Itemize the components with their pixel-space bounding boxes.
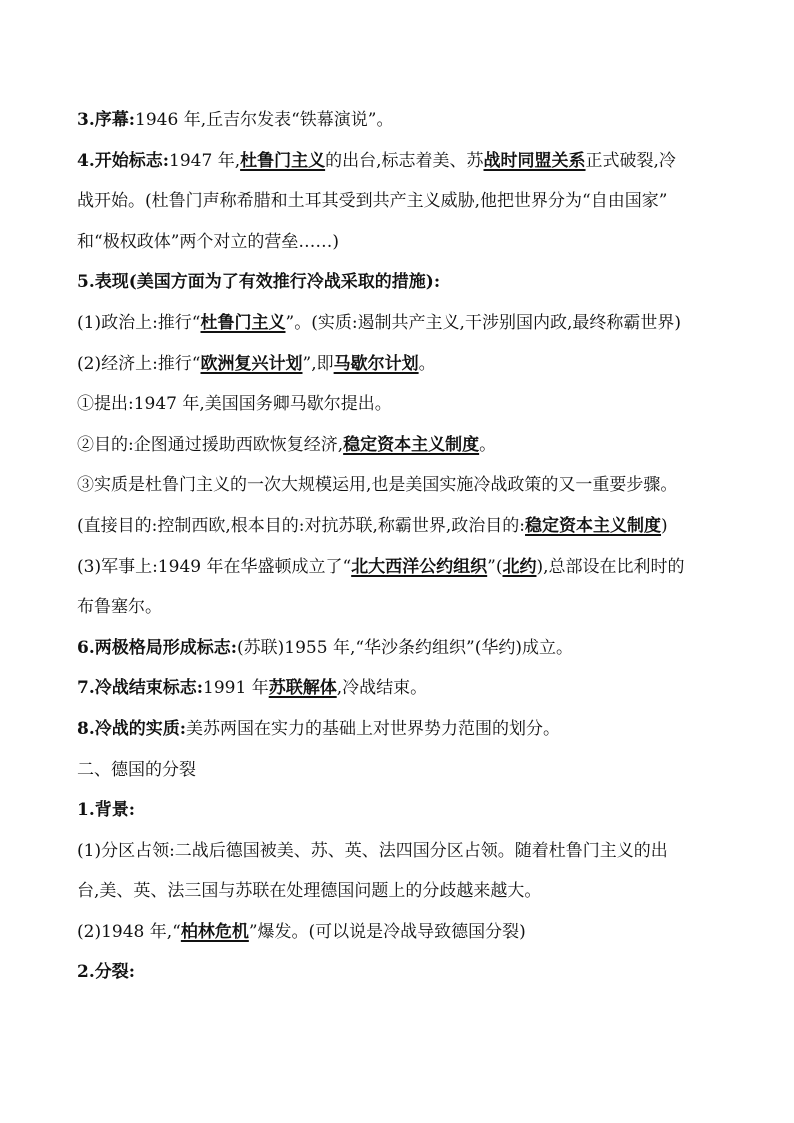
line-5-manifestation: 5.表现(美国方面为了有效推行冷战采取的措施): bbox=[77, 272, 441, 293]
paragraph-line: 台,美、英、法三国与苏联在处理德国问题上的分歧越来越大。 bbox=[77, 881, 542, 902]
line-aims: (直接目的:控制西欧,根本目的:对抗苏联,称霸世界,政治目的:稳定资本主义制度) bbox=[77, 515, 668, 536]
paragraph-line: 战开始。(杜鲁门声称希腊和土耳其受到共产主义威胁,他把世界分为“自由国家” bbox=[77, 191, 668, 212]
line-proposal: ①提出:1947 年,美国国务卿马歇尔提出。 bbox=[77, 394, 392, 415]
line-3-prelude: 3.序幕:1946 年,丘吉尔发表“铁幕演说”。 bbox=[77, 110, 394, 130]
paragraph-line: 和“极权政体”两个对立的营垒……) bbox=[77, 231, 340, 252]
line-7-cold-war-end: 7.冷战结束标志:1991 年苏联解体,冷战结束。 bbox=[77, 678, 428, 699]
subheading-background: 1.背景: bbox=[77, 800, 136, 821]
line-economy: (2)经济上:推行“欧洲复兴计划”,即马歇尔计划。 bbox=[77, 353, 436, 374]
line-politics: (1)政治上:推行“杜鲁门主义”。(实质:遏制共产主义,干涉别国内政,最终称霸世界) bbox=[77, 312, 681, 333]
line-military: (3)军事上:1949 年在华盛顿成立了“北大西洋公约组织”(北约),总部设在比利时的 bbox=[77, 556, 685, 577]
paragraph-line: 布鲁塞尔。 bbox=[77, 597, 162, 618]
line-8-cold-war-essence: 8.冷战的实质:美苏两国在实力的基础上对世界势力范围的划分。 bbox=[77, 718, 561, 739]
section-heading-germany-split: 二、德国的分裂 bbox=[77, 759, 196, 780]
line-berlin-crisis: (2)1948 年,“柏林危机”爆发。(可以说是冷战导致德国分裂) bbox=[77, 921, 526, 942]
line-purpose: ②目的:企图通过援助西欧恢复经济,稳定资本主义制度。 bbox=[77, 434, 497, 455]
subheading-division: 2.分裂: bbox=[77, 962, 136, 983]
line-4-start-sign: 4.开始标志:1947 年,杜鲁门主义的出台,标志着美、苏战时同盟关系正式破裂,冷 bbox=[77, 150, 676, 171]
paragraph-line: (1)分区占领:二战后德国被美、苏、英、法四国分区占领。随着杜鲁门主义的出 bbox=[77, 840, 668, 861]
line-6-bipolar: 6.两极格局形成标志:(苏联)1955 年,“华沙条约组织”(华约)成立。 bbox=[77, 637, 574, 658]
line-essence: ③实质是杜鲁门主义的一次大规模运用,也是美国实施冷战政策的又一重要步骤。 bbox=[77, 475, 678, 496]
